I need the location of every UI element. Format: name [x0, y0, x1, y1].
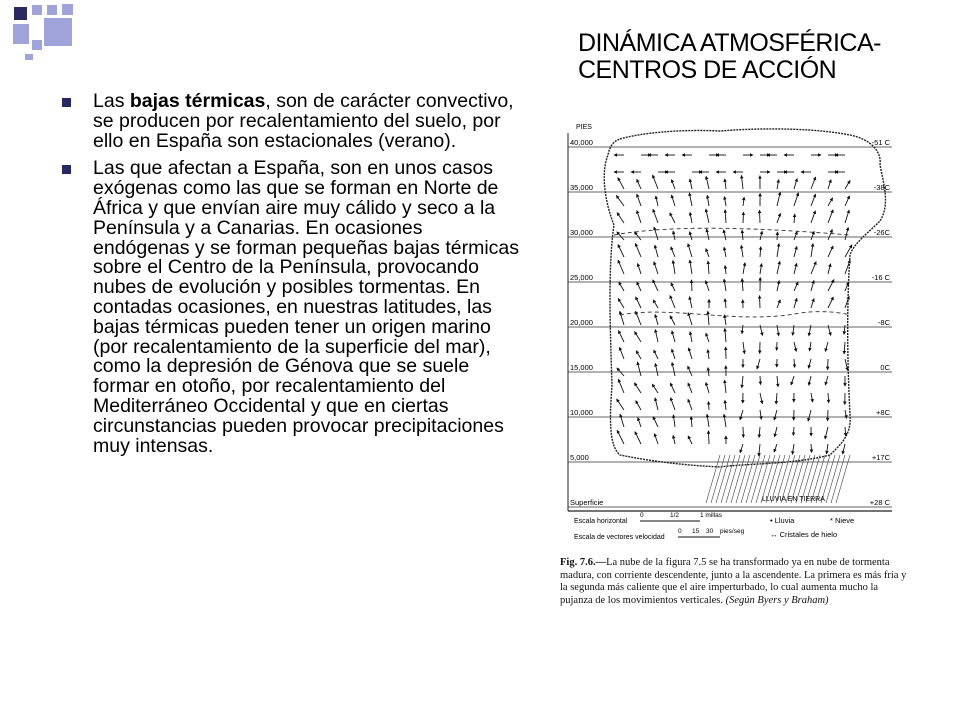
wind-vector [636, 311, 641, 325]
scale-tick-label: 30 [706, 528, 714, 535]
wind-vector [825, 376, 828, 385]
wind-vector [828, 264, 831, 274]
wind-vector [724, 230, 726, 240]
wind-vector [742, 376, 743, 388]
wind-vector [827, 444, 828, 454]
wind-vector [618, 298, 624, 308]
wind-vector [708, 311, 709, 325]
rain-label: LLUVIA EN TIERRA [762, 496, 825, 503]
wind-vector [724, 279, 726, 291]
wind-vector [845, 427, 846, 436]
legend-ice-label: ↔ Cristales de hielo [770, 530, 838, 539]
wind-vector [774, 410, 777, 420]
wind-vector [708, 261, 709, 274]
wind-vector [672, 331, 675, 342]
scale-vector-label: Escala de vectores velocidad [574, 534, 665, 541]
wind-vector [653, 417, 658, 427]
wind-vector [635, 432, 641, 444]
corner-decoration [0, 0, 80, 60]
wind-vector [673, 261, 675, 274]
temperature-label: -38C [873, 183, 890, 192]
wind-vector [811, 211, 815, 223]
wind-vector [743, 263, 745, 274]
wind-vector [707, 414, 709, 427]
wind-vector [618, 245, 624, 257]
caption-lead: Fig. 7.6.— [560, 557, 607, 568]
cloud-inner-boundary [614, 228, 850, 235]
altitude-unit-label: PIES [576, 124, 592, 131]
wind-vector [759, 427, 760, 438]
scale-tick-label: 1/2 [670, 512, 680, 519]
wind-vector [617, 213, 624, 223]
altitude-label: 35,000 [570, 183, 593, 192]
altitude-label: 25,000 [570, 273, 593, 282]
wind-vector [809, 342, 811, 351]
wind-vector [652, 384, 658, 393]
caption-source: (Según Byers y Braham) [725, 594, 829, 606]
wind-vector [691, 417, 692, 427]
altitude-label: 10,000 [570, 408, 593, 417]
wind-vector [635, 332, 641, 342]
wind-vector [688, 436, 692, 444]
slide-title [578, 30, 948, 84]
wind-vector [794, 298, 797, 308]
wind-vector [638, 264, 641, 274]
wind-vector [653, 300, 658, 308]
wind-vector [845, 180, 850, 189]
temperature-label: -8C [877, 318, 890, 327]
wind-vector [828, 246, 833, 257]
wind-vector [725, 266, 726, 274]
wind-vector [724, 247, 726, 257]
wind-vector [759, 444, 760, 456]
altitude-label: 30,000 [570, 228, 593, 237]
temperature-label: +8C [876, 408, 890, 417]
legend-snow-label: * Nieve [830, 516, 855, 525]
wind-vector [617, 430, 624, 444]
temperature-label: -16 C [871, 273, 890, 282]
wind-vector [671, 283, 675, 291]
wind-vector [828, 230, 832, 240]
wind-vector [792, 444, 794, 454]
wind-vector [636, 297, 641, 308]
altitude-label: 15,000 [570, 363, 593, 372]
wind-vector [618, 379, 624, 393]
wind-vector [740, 444, 743, 453]
wind-vector [743, 342, 745, 354]
wind-vector [637, 179, 641, 189]
wind-vector [777, 192, 780, 206]
wind-vector [828, 297, 833, 308]
wind-vector [828, 280, 834, 291]
scale-tick-label: pies/seg [720, 528, 745, 535]
wind-vector [777, 244, 779, 257]
temperature-label: -51 C [871, 138, 890, 147]
wind-vector [811, 177, 816, 189]
wind-vector [707, 229, 709, 240]
square-bullet-icon [62, 165, 71, 174]
wind-vector [844, 342, 845, 354]
wind-vector [828, 180, 831, 189]
wind-vector [670, 383, 675, 393]
wind-vector [655, 398, 658, 410]
wind-vector [671, 247, 675, 257]
wind-vector [776, 393, 777, 404]
scale-tick-label: 15 [692, 528, 700, 535]
bullet-text-post: , son de carácter convectivo, se producen por recalentamiento del suelo, por ello en España son estacionales (verano). [93, 90, 514, 152]
wind-vector [618, 260, 624, 274]
scale-tick-label: 1 millas [700, 512, 723, 519]
wind-vector [654, 227, 658, 240]
temperature-label: +28 C [869, 498, 890, 507]
bullet-text-pre: Las [93, 90, 130, 112]
temperature-label: +17C [871, 453, 890, 462]
wind-vector [724, 414, 726, 427]
wind-vector [775, 427, 777, 437]
wind-vector [655, 315, 658, 325]
scale-horizontal-label: Escala horizontal [574, 518, 628, 525]
wind-vector [653, 175, 658, 189]
wind-vector [706, 209, 709, 223]
wind-vector [760, 410, 761, 419]
wind-vector [808, 410, 811, 421]
wind-vector [653, 209, 658, 223]
wind-vector [757, 359, 760, 369]
wind-vector [689, 297, 692, 308]
wind-vector [777, 232, 778, 240]
wind-vector [828, 210, 833, 223]
wind-vector [690, 332, 692, 342]
wind-vector [690, 260, 692, 274]
wind-vector [794, 359, 795, 367]
wind-vector [655, 363, 658, 376]
wind-vector [828, 198, 833, 206]
wind-vector [690, 212, 692, 223]
wind-vector [688, 244, 692, 257]
wind-vector [793, 427, 794, 435]
wind-vector [670, 296, 675, 308]
wind-vector [655, 245, 658, 257]
wind-vector [670, 213, 675, 223]
wind-vector [690, 232, 692, 240]
wind-vector [689, 193, 692, 206]
wind-vector [706, 383, 709, 393]
wind-vector [654, 262, 658, 274]
wind-vector [740, 410, 743, 420]
wind-vector [672, 180, 675, 189]
wind-vector [725, 400, 726, 410]
bullet-item [62, 92, 520, 151]
wind-vector [791, 376, 794, 385]
wind-vector [653, 280, 658, 291]
wind-vector [777, 213, 780, 223]
wind-vector [619, 347, 624, 359]
wind-vector [636, 401, 641, 410]
wind-vector [708, 350, 709, 359]
wind-vector [794, 263, 797, 274]
wind-vector [845, 196, 850, 206]
wind-vector [774, 444, 777, 452]
wind-vector [794, 179, 797, 189]
square-bullet-icon [62, 98, 71, 107]
wind-vector [741, 245, 743, 257]
wind-vector [794, 231, 797, 240]
scale-tick-label: 0 [640, 512, 644, 519]
wind-vector [825, 427, 828, 439]
thunderstorm-cloud-figure [550, 115, 910, 555]
wind-vector [845, 245, 852, 257]
legend-rain-label: • Lluvia [770, 516, 795, 525]
wind-vector [845, 210, 849, 223]
temperature-label: -26C [873, 228, 890, 237]
wind-vector [673, 231, 675, 240]
wind-vector [707, 195, 709, 206]
wind-vector [825, 342, 828, 351]
altitude-label: Superficie [570, 498, 604, 507]
figure-caption [560, 557, 910, 607]
wind-vector [794, 246, 797, 257]
wind-vector [725, 210, 726, 223]
caption-text: La nube de la figura 7.5 se ha transformado ya en nube de tormenta madura, con corriente descendente, junto a la ascendente. La primera es más fría y la segunda más caliente que el aire imperturbado, lo cual aumenta mucho la pujanza de los movimientos verticales. [560, 557, 907, 606]
wind-vector [688, 366, 692, 376]
wind-vector [793, 325, 794, 335]
wind-vector [725, 380, 726, 393]
wind-vector [741, 175, 743, 189]
wind-vector [811, 244, 813, 257]
wind-vector [760, 231, 762, 240]
wind-vector [634, 232, 641, 240]
wind-vector [811, 444, 812, 452]
wind-vector [638, 418, 641, 427]
wind-vector [689, 348, 692, 359]
wind-vector [794, 193, 798, 206]
wind-vector [655, 330, 658, 342]
wind-vector [672, 195, 675, 206]
wind-vector [760, 264, 762, 274]
wind-vector [618, 178, 624, 189]
wind-vector [708, 402, 709, 410]
wind-vector [654, 350, 658, 359]
wind-vector [691, 280, 692, 291]
wind-vector [794, 342, 796, 351]
wind-vector [760, 325, 763, 335]
wind-vector [760, 393, 762, 404]
wind-vector [828, 325, 831, 335]
wind-vector [688, 313, 692, 325]
wind-vector [725, 299, 726, 308]
wind-vector [743, 212, 744, 223]
wind-vector [811, 262, 816, 274]
wind-vector [725, 179, 726, 189]
slide-title-line1: DINÁMICA ATMOSFÉRICA- [578, 29, 881, 57]
wind-vector [690, 179, 692, 189]
wind-vector [637, 211, 641, 223]
wind-vector [760, 376, 761, 385]
wind-vector [673, 435, 675, 444]
wind-vector [672, 349, 675, 359]
cloud-outline [604, 129, 885, 467]
wind-vector [708, 368, 709, 376]
wind-vector [618, 331, 624, 342]
wind-vector [620, 414, 624, 427]
cloud-inner-boundary [620, 312, 850, 317]
wind-vector [637, 282, 641, 291]
wind-vector [706, 249, 709, 257]
wind-vector [811, 194, 816, 206]
wind-vector [742, 230, 743, 240]
wind-vector [845, 227, 848, 240]
bullet-list [62, 92, 520, 464]
bullet-item [62, 159, 520, 456]
wind-vector [671, 398, 675, 410]
wind-vector [794, 214, 795, 223]
wind-vector [616, 196, 624, 206]
wind-vector [706, 176, 709, 189]
temperature-label: 0C [880, 363, 890, 372]
bullet-text-bold: bajas térmicas [129, 90, 266, 112]
wind-vector [725, 328, 726, 342]
wind-vector [620, 311, 624, 325]
wind-vector [656, 196, 658, 206]
wind-vector [636, 351, 641, 359]
wind-vector [811, 299, 814, 308]
wind-vector [637, 362, 641, 376]
wind-vector [634, 383, 641, 393]
wind-vector [637, 194, 641, 206]
wind-vector [742, 325, 743, 334]
altitude-label: 20,000 [570, 318, 593, 327]
wind-vector [809, 359, 811, 368]
wind-vector [672, 363, 675, 376]
slide-title-line2: CENTROS DE ACCIÓN [578, 56, 837, 84]
wind-vector [708, 431, 709, 444]
wind-vector [724, 197, 726, 206]
wind-vector [742, 279, 743, 291]
bullet-text: Las que afectan a España, son en unos casos exógenas como las que se forman en Norte de África y que envían aire muy cálido y seco a la Península y a Canarias. En ocasiones endógenas y se forman pequeñas bajas térmicas sobre el Centro de la Península, provocando nubes de evolución y posibles tormentas. En contadas ocasiones, en nuestras latitudes, las bajas térmicas pueden tener un origen marino (por recalentamiento de la superficie del mar), como la depresión de Génova que se suele formar en otoño, por recalentamiento del Mediterráneo Occidental y que en ciertas circunstancias pueden provocar precipitaciones muy intensas. [93, 157, 520, 457]
wind-vector [617, 232, 624, 240]
altitude-label: 40,000 [570, 138, 593, 147]
wind-vector [760, 247, 761, 257]
wind-vector [777, 376, 778, 387]
wind-vector [743, 197, 744, 206]
wind-vector [654, 434, 658, 444]
wind-vector [828, 393, 829, 403]
altitude-label: 5,000 [570, 453, 589, 462]
wind-vector [777, 261, 780, 274]
wind-vector [844, 325, 845, 334]
wind-vector [794, 282, 798, 291]
scale-tick-label: 0 [678, 528, 682, 535]
wind-vector [809, 376, 811, 385]
wind-vector [811, 393, 813, 402]
wind-vector [688, 383, 692, 393]
wind-vector [706, 333, 709, 342]
wind-vector [635, 243, 641, 257]
wind-vector [777, 300, 780, 308]
wind-vector [619, 282, 624, 291]
wind-vector [617, 399, 624, 410]
wind-vector [843, 444, 845, 454]
wind-vector [688, 399, 692, 410]
wind-vector [670, 316, 675, 325]
wind-vector [777, 180, 779, 189]
